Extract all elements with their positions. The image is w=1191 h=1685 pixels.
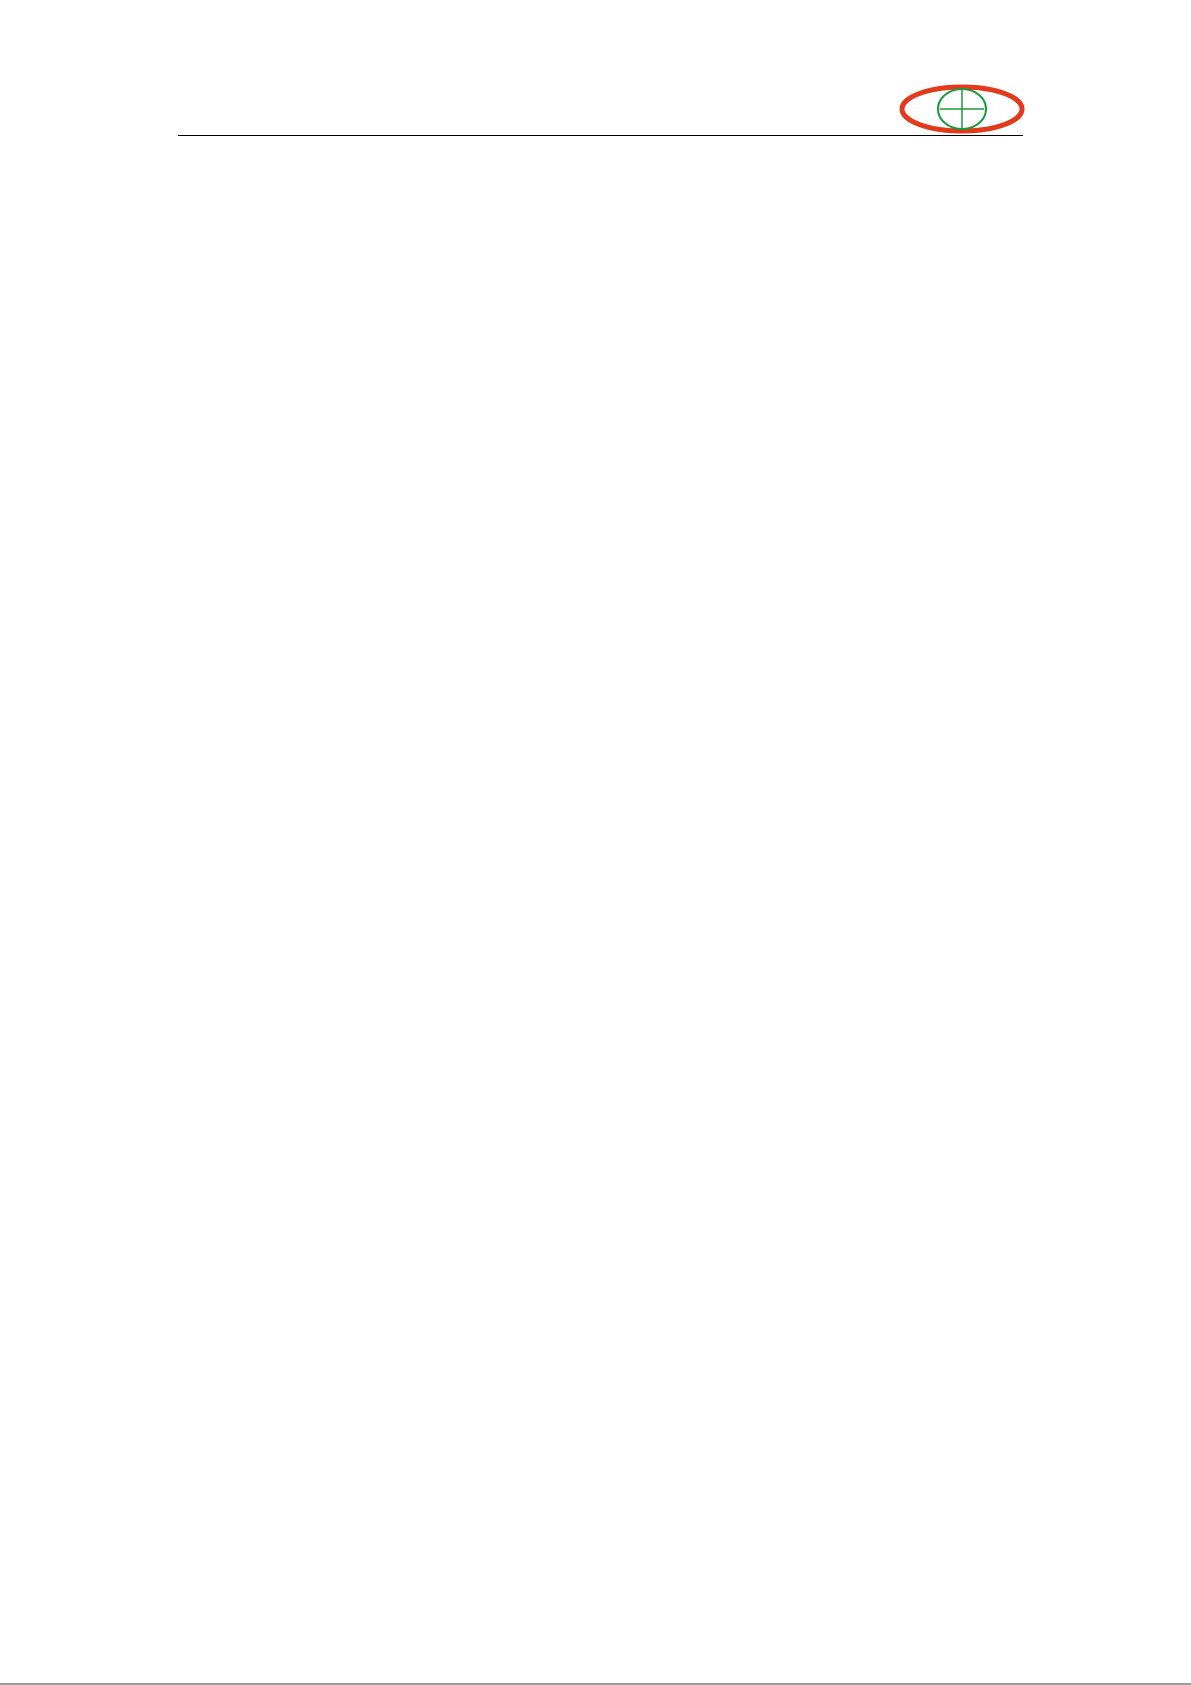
log-axes-figure (0, 0, 1191, 800)
sqrt-axes-figure (0, 1120, 1191, 1620)
watermark (330, 820, 710, 1110)
